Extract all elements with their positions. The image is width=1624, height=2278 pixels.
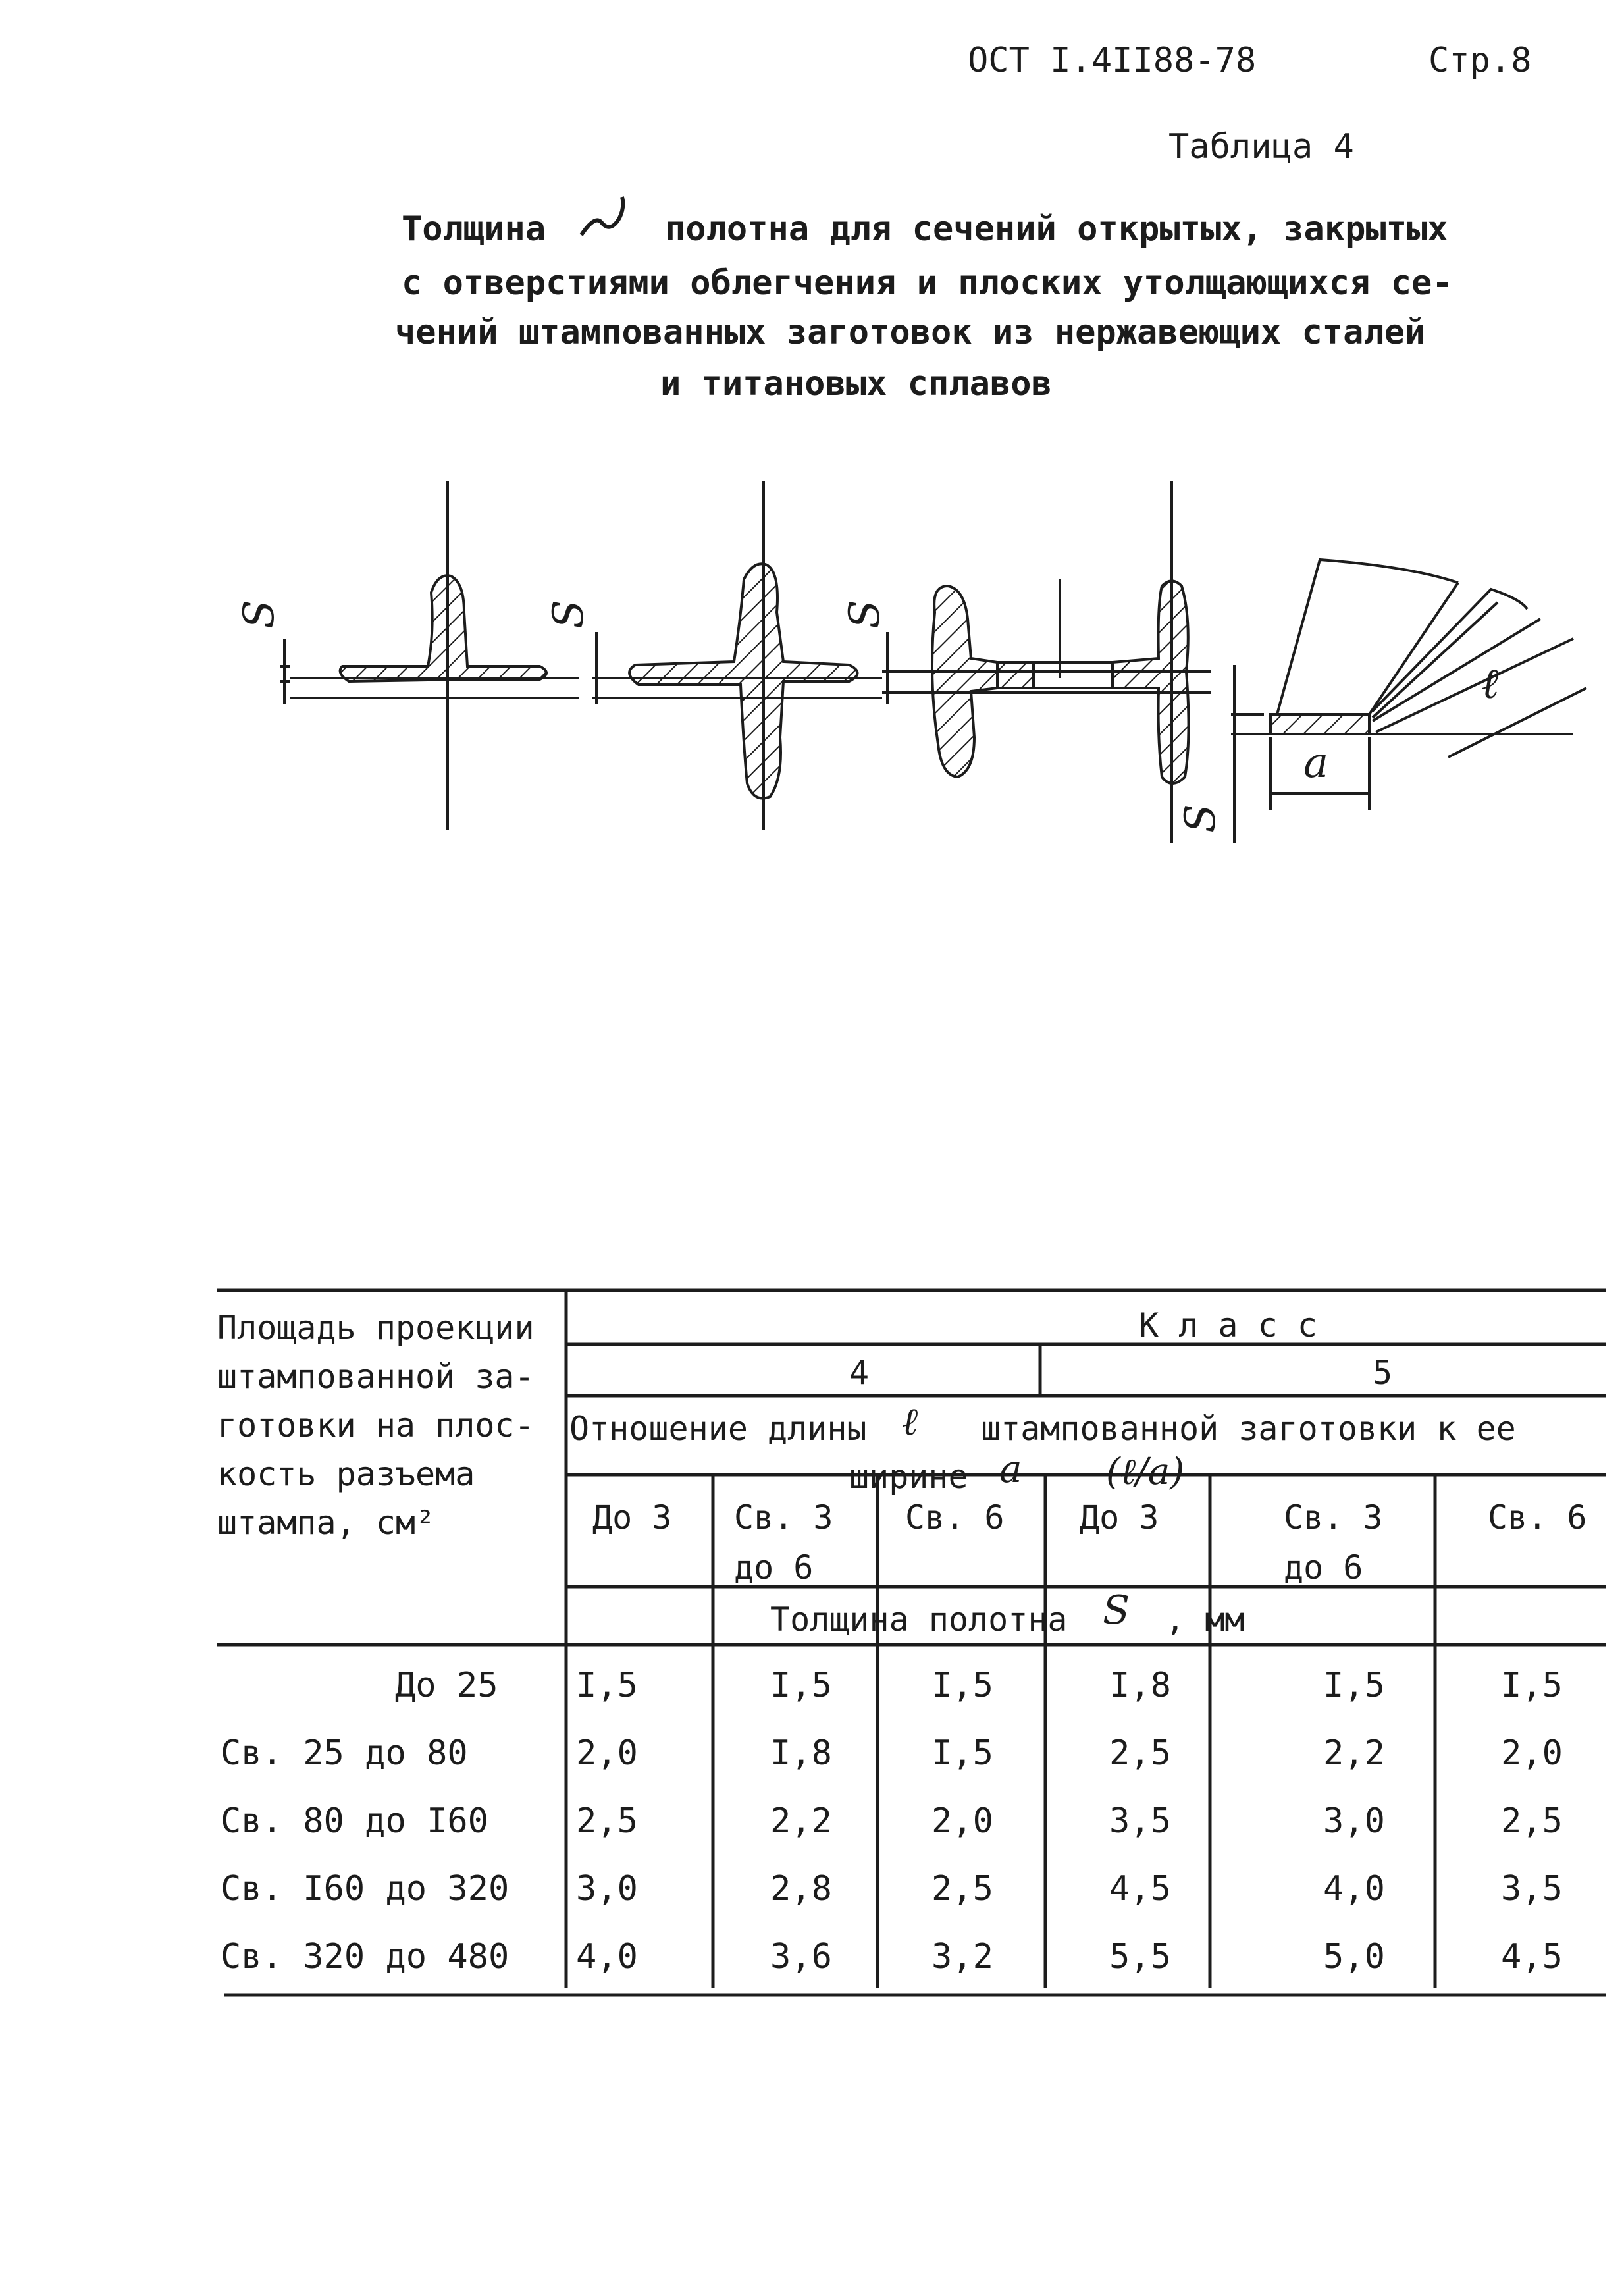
dim-s-label-3: S: [841, 600, 889, 629]
thickness-value-cell: I,5: [1323, 1666, 1385, 1705]
section-plate-shape: [1231, 560, 1586, 843]
thickness-value-cell: 5,5: [1109, 1937, 1171, 1976]
ratio-col-5-line-2: до 6: [1284, 1549, 1363, 1587]
thickness-table: [217, 1284, 1606, 2008]
dim-s-label-4: S: [1176, 804, 1225, 833]
thickness-value-cell: I,8: [770, 1734, 832, 1773]
table-label: Таблица 4: [1168, 127, 1354, 167]
ratio-col-3: Св. 6: [905, 1498, 1005, 1537]
thickness-value-cell: 3,2: [931, 1937, 993, 1976]
ratio-l-symbol: ℓ: [902, 1399, 918, 1444]
class-header: К л а с с: [1139, 1306, 1317, 1344]
caption-line-1-start: Толщина: [402, 209, 546, 249]
row-area-label: До 25: [395, 1666, 498, 1705]
thickness-value-cell: 3,6: [770, 1937, 832, 1976]
ratio-col-2-line-2: до 6: [734, 1549, 814, 1587]
section-ibeam-shape: [882, 481, 1211, 843]
ratio-col-5-line-1: Св. 3: [1284, 1498, 1383, 1537]
thickness-value-cell: 2,5: [576, 1801, 638, 1841]
thickness-value-cell: 4,0: [1323, 1869, 1385, 1909]
thickness-value-cell: 2,2: [770, 1801, 832, 1841]
class-5-header: 5: [1373, 1354, 1393, 1392]
thickness-value-cell: I,8: [1109, 1666, 1171, 1705]
thickness-value-cell: 3,5: [1109, 1801, 1171, 1841]
section-cross-shape: [592, 481, 882, 830]
ratio-col-6: Св. 6: [1488, 1498, 1587, 1537]
thickness-value-cell: 4,5: [1501, 1937, 1563, 1976]
ratio-fraction: (ℓ/a): [1106, 1450, 1185, 1493]
thickness-value-cell: 3,0: [576, 1869, 638, 1909]
row-header-line-5: штампа, см²: [217, 1504, 436, 1542]
thickness-value-cell: 2,0: [931, 1801, 993, 1841]
caption-line-1-end: полотна для сечений открытых, закрытых: [665, 209, 1448, 249]
thickness-header-symbol: S: [1103, 1587, 1130, 1633]
ratio-col-2-line-1: Св. 3: [734, 1498, 833, 1537]
thickness-symbol-icon: [576, 194, 648, 247]
row-header-line-2: штампованной за-: [217, 1358, 535, 1396]
thickness-value-cell: I,5: [576, 1666, 638, 1705]
ratio-d-symbol: a: [999, 1446, 1022, 1491]
thickness-value-cell: 2,0: [576, 1734, 638, 1773]
thickness-value-cell: 2,5: [931, 1869, 993, 1909]
dim-s-label-2: S: [544, 600, 593, 629]
caption-line-4: и титановых сплавов: [660, 364, 1052, 404]
document-code: ОСТ I.4II88-78: [968, 41, 1257, 80]
dim-a-label: a: [1303, 739, 1329, 787]
thickness-header-label: Толщина полотна: [770, 1601, 1068, 1639]
dim-s-label-1: S: [235, 600, 284, 629]
thickness-value-cell: I,5: [931, 1666, 993, 1705]
thickness-value-cell: I,5: [770, 1666, 832, 1705]
thickness-value-cell: 3,0: [1323, 1801, 1385, 1841]
thickness-header-unit: , мм: [1165, 1601, 1245, 1639]
thickness-value-cell: 2,0: [1501, 1734, 1563, 1773]
row-header-line-3: готовки на плос-: [217, 1406, 535, 1444]
thickness-value-cell: 2,2: [1323, 1734, 1385, 1773]
thickness-value-cell: 4,5: [1109, 1869, 1171, 1909]
thickness-value-cell: I,5: [1501, 1666, 1563, 1705]
page-number: Стр.8: [1428, 41, 1532, 80]
row-area-label: Св. 320 до 480: [221, 1937, 510, 1976]
dim-l-label: ℓ: [1481, 660, 1499, 708]
cross-section-figure: [224, 461, 1593, 856]
thickness-value-cell: 3,5: [1501, 1869, 1563, 1909]
row-area-label: Св. 80 до I60: [221, 1801, 488, 1841]
thickness-value-cell: 5,0: [1323, 1937, 1385, 1976]
ratio-col-4: До 3: [1080, 1498, 1159, 1537]
thickness-value-cell: I,5: [931, 1734, 993, 1773]
ratio-header-text-a: Отношение длины: [569, 1410, 867, 1448]
row-header-line-1: Площадь проекции: [217, 1309, 535, 1347]
thickness-value-cell: 2,5: [1501, 1801, 1563, 1841]
caption-line-2: с отверстиями облегчения и плоских утолщающихся се-: [402, 263, 1453, 303]
section-t-shape: [280, 481, 579, 830]
caption-line-3: чений штампованных заготовок из нержавеющих сталей: [395, 313, 1426, 352]
thickness-value-cell: 4,0: [576, 1937, 638, 1976]
ratio-col-1: До 3: [592, 1498, 672, 1537]
row-area-label: Св. I60 до 320: [221, 1869, 510, 1909]
row-area-label: Св. 25 до 80: [221, 1734, 468, 1773]
thickness-value-cell: 2,5: [1109, 1734, 1171, 1773]
ratio-header-text-c: ширине: [849, 1458, 968, 1496]
row-header-line-4: кость разъема: [217, 1455, 475, 1493]
thickness-value-cell: 2,8: [770, 1869, 832, 1909]
class-4-header: 4: [849, 1354, 870, 1392]
ratio-header-text-b: штампованной заготовки к ее: [981, 1410, 1516, 1448]
